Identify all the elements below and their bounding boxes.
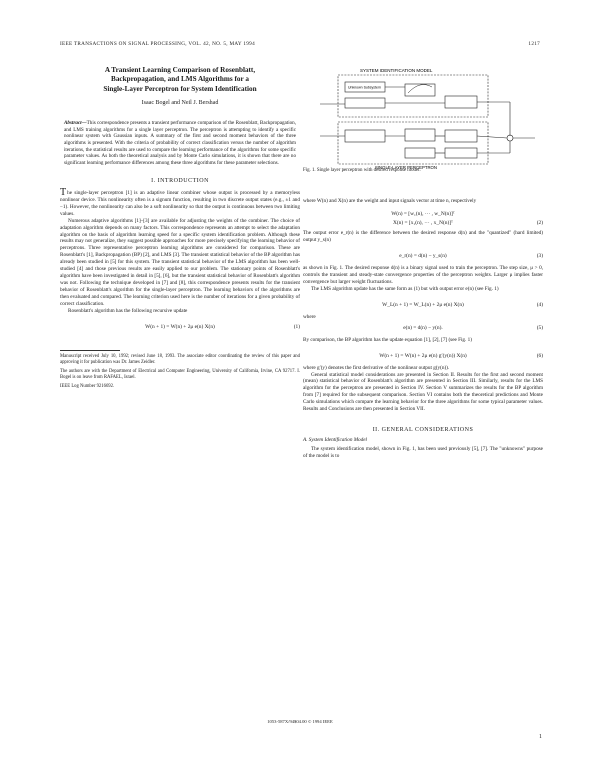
equation-6-number: (6) bbox=[536, 352, 543, 359]
equation-4-body: W_L(n + 1) = W_L(n) + 2μ e(n) X(n) bbox=[382, 301, 464, 308]
equation-5-number: (5) bbox=[536, 324, 543, 331]
drop-cap: T bbox=[60, 186, 67, 198]
quantizer-box bbox=[445, 130, 477, 142]
equation-3 bbox=[303, 249, 543, 265]
equation-2 bbox=[303, 210, 543, 230]
weights-box-bottom bbox=[345, 130, 385, 142]
equation-6-body: W(n + 1) = W(n) + 2μ e(n) g′(y(n)) X(n) bbox=[379, 352, 467, 359]
equation-1-number: (1) bbox=[293, 323, 300, 330]
figure-bottom-label: SINGLE-LAYER PERCEPTRON bbox=[375, 165, 438, 170]
derivative-box bbox=[405, 148, 435, 158]
intro-p1-text: he single-layer perceptron [1] is an adaptive linear combiner whose output is processed by a memoryless nonlinear device. This nonlinearity often is a signum function, resulting in two discrete output states (e.g., ±1 and −1). However, the nonlinearity can also be a soft nonlinearity so that the output is continuous between two limiting values. bbox=[60, 189, 300, 217]
equation-4 bbox=[303, 298, 543, 314]
running-header bbox=[60, 41, 540, 51]
equation-4-number: (4) bbox=[536, 301, 543, 308]
figure-1-block-diagram bbox=[320, 66, 540, 170]
sigmoid-curve bbox=[408, 85, 432, 93]
abstract-text: This correspondence presents a transient performance comparison of the Rosenblatt, Backpropagation, and LMS training algorithms for a single layer perceptron. The perceptron is attempting to identify a specific nonlinear system with Gaussian inputs. A summary of the first and second moment behaviors of the three algorithms is presented. With the criteria of probability of correct classification versus the number of algorithm iterations, the statistical results are used to compare the learning performance of the algorithms for some specific parameter values. As both the theoretical analysis and by Monte Carlo simulations, it is shown that there are no significant learning performance differences among these three algorithms for these parameter selections. bbox=[64, 119, 296, 167]
footnote-2: The authors are with the Department of Electrical and Computer Engineering, University of California, Irvine, CA 92717. I. Bogel is on leave from RAFAEL, Israel. bbox=[60, 368, 300, 380]
section-heading-2: II. GENERAL CONSIDERATIONS bbox=[372, 427, 474, 434]
right-column bbox=[303, 180, 543, 460]
figure-top-label: SYSTEM IDENTIFICATION MODEL bbox=[360, 68, 433, 73]
right-paragraph-4: The LMS algorithm update has the same form as (1) but with output error e(n) (see Fig. 1) bbox=[311, 285, 499, 292]
equation-2a: W(n) = [w₁(n), ··· , w_N(n)]ᵀ bbox=[391, 210, 455, 217]
footnote-3: IEEE Log Number 9216692. bbox=[60, 383, 115, 389]
right-paragraph-8: The system identification model, shown in Fig. 1, has been used previously [5], [7]. The "unknowns" purpose of the model is to bbox=[303, 446, 543, 460]
right-paragraph-1: where W(n) and X(n) are the weight and input signals vector at time n, respectively bbox=[303, 198, 477, 204]
right-paragraph-7: General statistical model considerations are presented in Section II. Results for the first and second moment (mean) statistical behavior of Rosenblatt's algorithm are presented in Section III. Similarly, results for the LMS algorithm for the perceptron are presented in Section IV. Section V summarizes the results for the BP algorithm from [7] required for the subsequent comparison. Section VI contains both the theoretical predictions and Monte Carlo simulations which compare the learning behavior for the three algorithms for some typical parameter values. Results and Conclusions are then presented in Section VII. bbox=[303, 371, 543, 413]
hard-limiter-box bbox=[445, 96, 477, 108]
equation-3-body: e_r(n) = d(n) − y_s(n) bbox=[399, 252, 447, 259]
equation-5 bbox=[303, 321, 543, 337]
nonlinearity-box-bottom bbox=[405, 129, 435, 141]
section-heading-intro: I. INTRODUCTION bbox=[151, 177, 209, 184]
right-paragraph-5: By comparison, the BP algorithm has the update equation [1], [2], [7] (see Fig. 1) bbox=[303, 336, 472, 343]
title-line-3: Single-Layer Perceptron for System Identification bbox=[103, 84, 257, 93]
left-column bbox=[60, 66, 300, 390]
figure-caption: Fig. 1. Single layer perceptron with desired response model. bbox=[303, 168, 421, 173]
title-line-1: A Transient Learning Comparison of Rosenblatt, bbox=[104, 66, 256, 74]
equation-3-number: (3) bbox=[536, 252, 543, 259]
equation-2-number: (2) bbox=[536, 219, 543, 226]
equation-5-body: e(n) = d(n) − y(n). bbox=[403, 324, 443, 331]
right-paragraph-6: where g′(y) denotes the first derivative of the nonlinear output g(y(n)). bbox=[303, 364, 450, 371]
right-paragraph-3: as shown in Fig. 1. The desired response d(n) is a binary signal used to train the perceptron. The step size, μ > 0, controls the transient and steady-state convergence properties of the perceptron weights. Larger μ implies faster convergence but larger weight fluctuations. bbox=[303, 264, 543, 285]
abstract bbox=[60, 120, 300, 167]
equation-6 bbox=[303, 349, 543, 365]
intro-paragraph-2: Numerous adaptive algorithms [1]–[3] are available for adjusting the weights of the combiner. The choice of adaptation algorithm depends on many factors. This correspondence represents an attempt to select the adaptation algorithm on the basis of algorithm learning speed for a specific system identification problem. Although these results may not generalize, they suggest possible approaches for more precisely specifying the learning behavior of perceptrons. Three representative perceptron learning algorithms are considered for comparison. These are Rosenblatt's [1], Backpropagation (BP) [2], and LMS [3]. The transient statistical behavior of the BP algorithm has already been studied in [5] for this system. The transient statistical behavior of the LMS algorithm has been well-studied [4] and those previous results are easily applied to our problem. The stationary points of Rosenblatt's algorithm have been investigated in detail in [5], [6], but the transient statistical behavior of Rosenblatt's algorithm was not. Following the technique developed in [7] and [8], this correspondence presents results for the transient behavior of Rosenblatt's algorithm for the single-layer perceptron. The learning behaviors of the algorithms are then evaluated and compared. The learning criterion used here is the number of iterations for a given probability of correct classification. bbox=[60, 217, 300, 308]
subsection-heading-a: A. System Identification Model bbox=[303, 437, 367, 444]
right-paragraph-2: The output error e_r(n) is the difference between the desired response d(n) and the "quantized" (hard limited) output y_s(n) bbox=[303, 229, 543, 243]
where-label: where bbox=[303, 313, 316, 320]
abstract-label: Abstract— bbox=[64, 119, 87, 126]
weights-box-top bbox=[345, 98, 385, 108]
unknown-subsystem-label: Unknown Subsystem bbox=[348, 85, 381, 90]
nonlinearity-box-top bbox=[405, 84, 435, 96]
equation-1-body: W(n + 1) = W(n) + 2μ e(n) X(n) bbox=[145, 323, 215, 330]
footnote-rule bbox=[60, 350, 120, 351]
page-mark: 1 bbox=[539, 734, 542, 740]
equation-2b: X(n) = [x₁(n), ··· , x_N(n)]ᵀ bbox=[392, 219, 453, 226]
authors: Isaac Bogel and Neil J. Bershad bbox=[141, 99, 219, 106]
paper-title bbox=[60, 66, 300, 94]
intro-paragraph-3: Rosenblatt's algorithm has the following recursive update bbox=[68, 308, 188, 315]
perceptron-box bbox=[338, 122, 488, 164]
copyright-footer: 1053-587X/94$04.00 © 1994 IEEE bbox=[267, 719, 333, 724]
title-line-2: Backpropagation, and LMS Algorithms for a bbox=[111, 75, 249, 84]
intro-paragraph-1 bbox=[60, 186, 300, 218]
footnote-1: Manuscript received July 10, 1992; revised June 18, 1993. The associate editor coordinating the review of this paper and approving it for publication was Dr. James Zeidler. bbox=[60, 353, 300, 365]
error-box bbox=[445, 148, 477, 158]
equation-1 bbox=[60, 320, 300, 336]
journal-header: IEEE TRANSACTIONS ON SIGNAL PROCESSING, VOL. 42, NO. 5, MAY 1994 bbox=[60, 41, 255, 47]
page-number-header: 1217 bbox=[528, 41, 540, 47]
